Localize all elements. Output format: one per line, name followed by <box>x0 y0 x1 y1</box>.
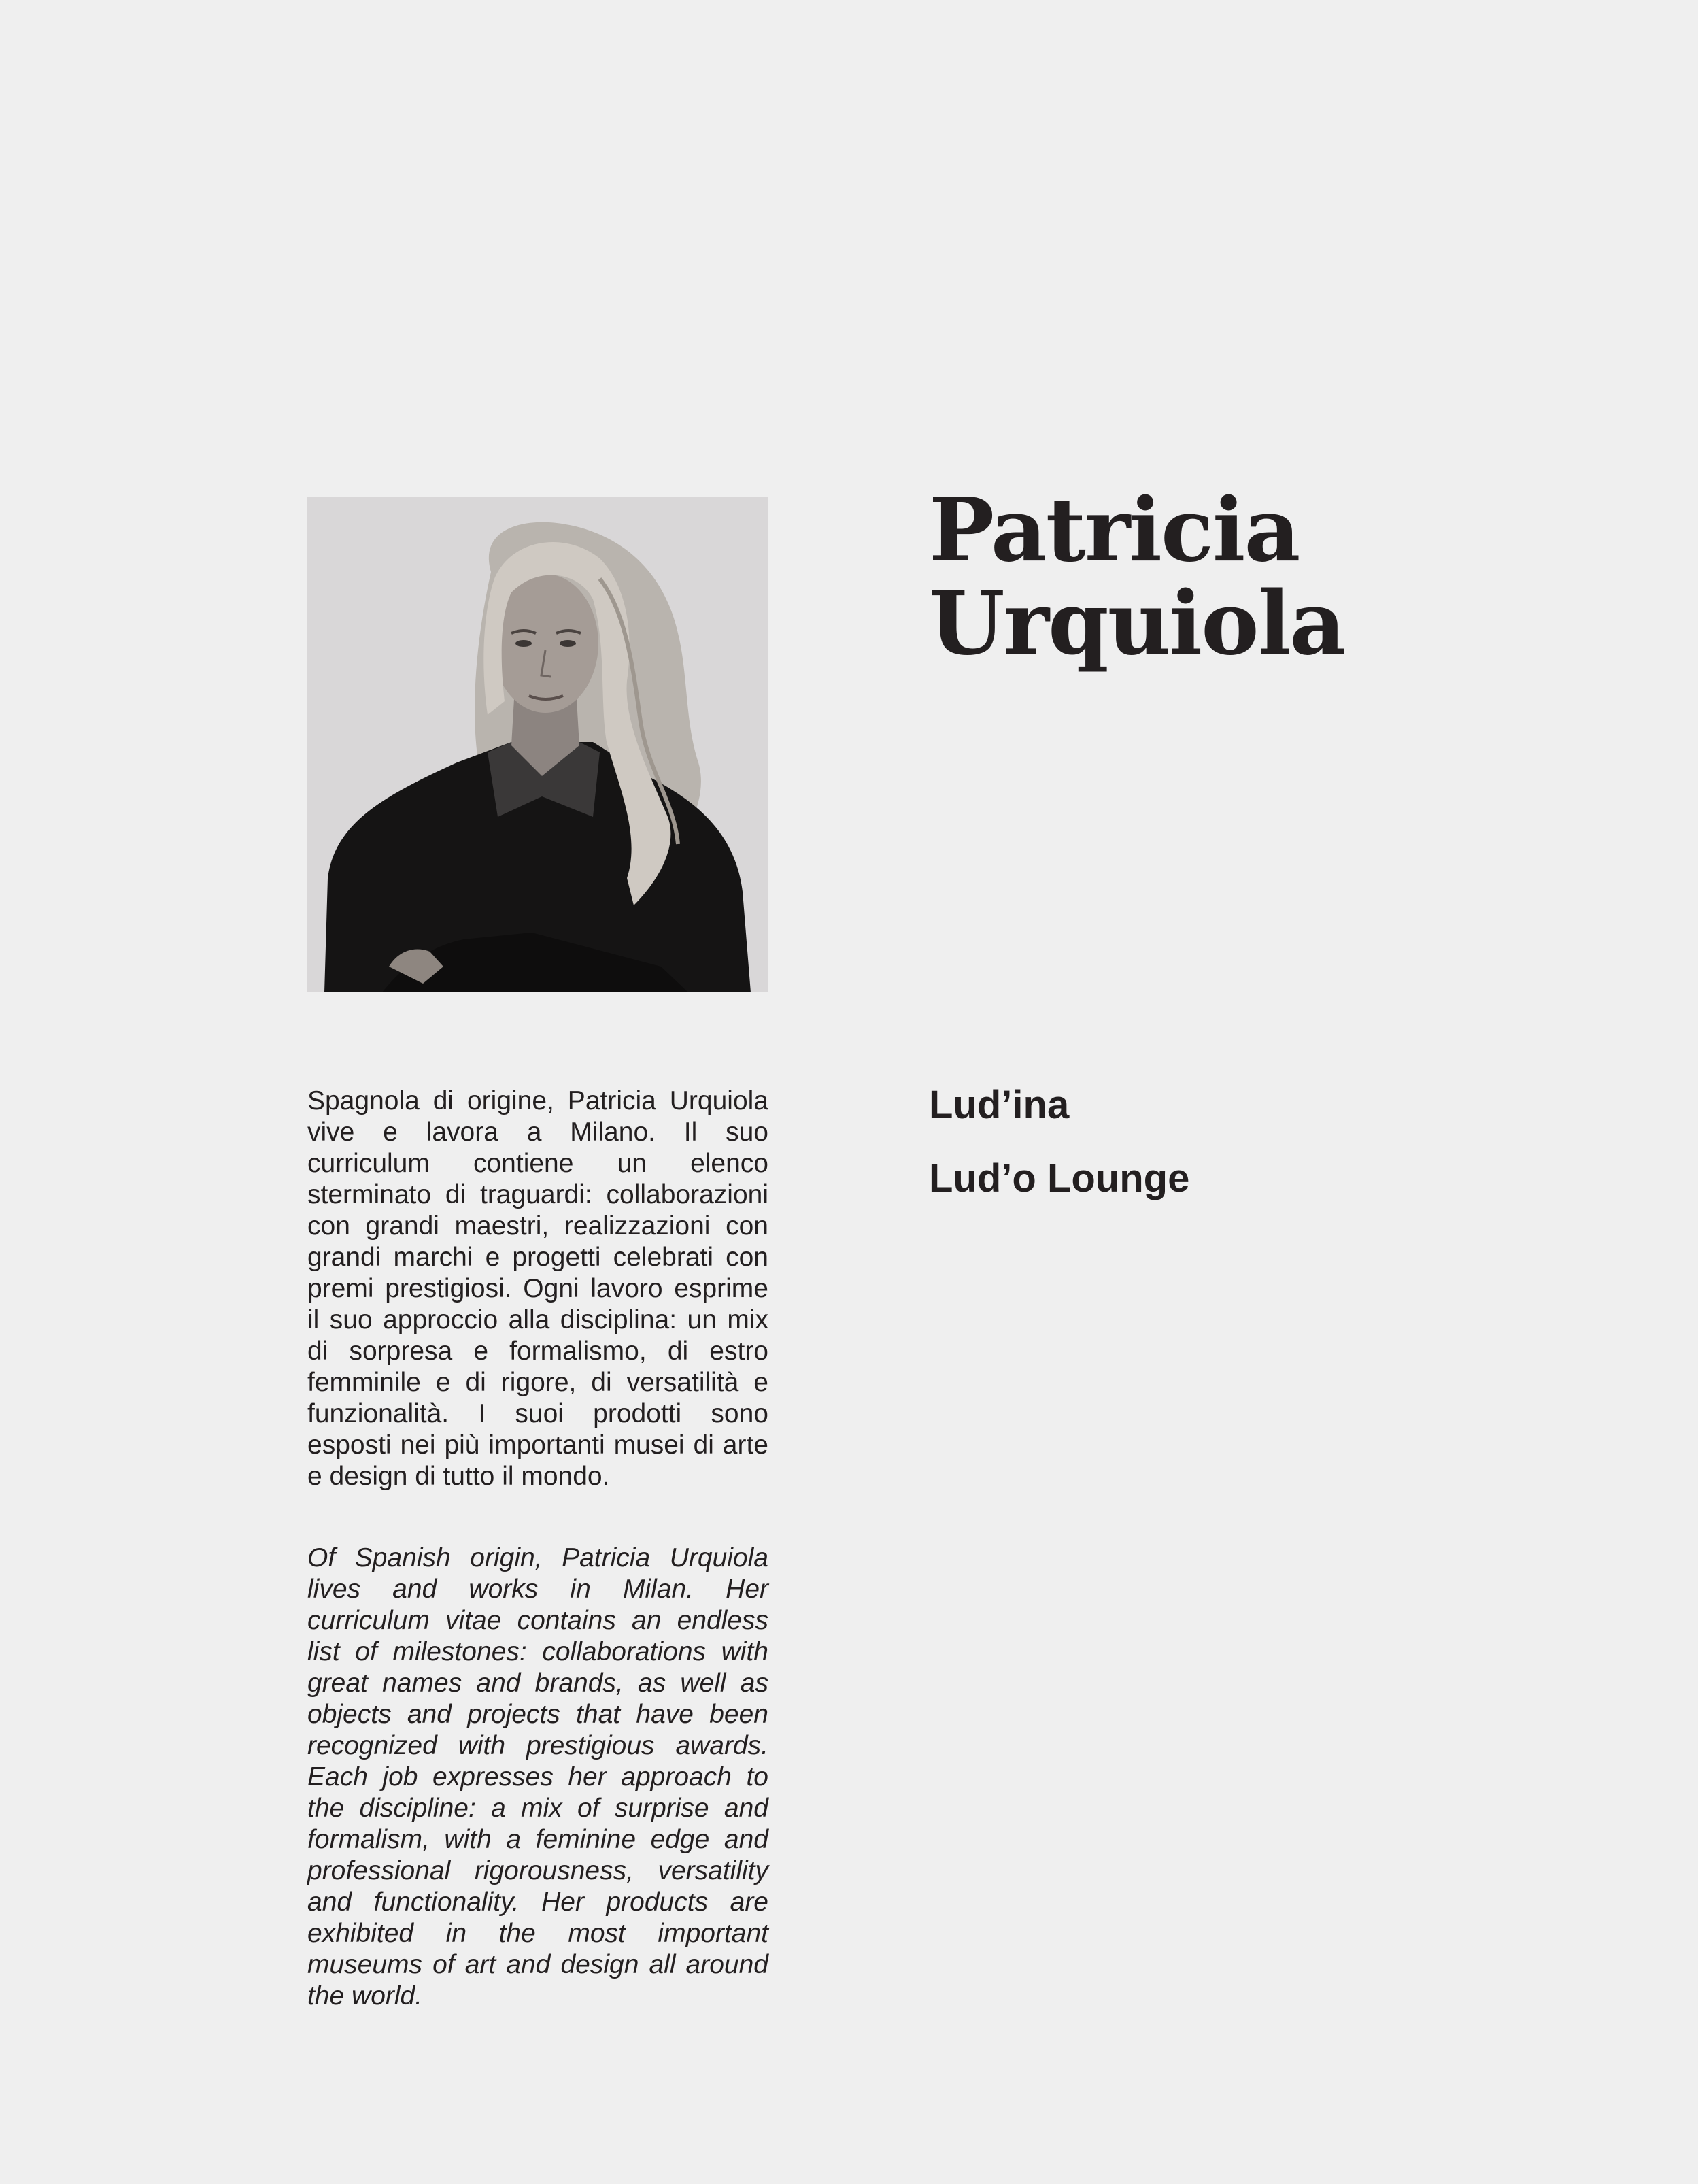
designer-name-last: Urquiola <box>929 573 1345 675</box>
product-list <box>929 1081 1189 1228</box>
bio-italian-paragraph: Spagnola di origine, Patricia Urquiola vive e lavora a Milano. Il suo curriculum contiene un elenco sterminato di traguardi: collaborazioni con grandi maestri, realizzazioni con grandi marchi e progetti celebrati con premi prestigiosi. Ogni lavoro esprime il suo approccio alla disciplina: un mix di sorpresa e formalismo, di estro femminile e di rigore, di versatilità e funzionalità. I suoi prodotti sono esposti nei più importanti musei di arte e design di tutto il mondo. <box>307 1086 768 1491</box>
product-item-ludo-lounge: Lud’o Lounge <box>929 1156 1190 1200</box>
product-item-ludina: Lud’ina <box>929 1083 1070 1127</box>
portrait-illustration <box>307 497 768 992</box>
designer-portrait-photo <box>307 497 768 992</box>
designer-name-first: Patricia <box>929 480 1300 582</box>
bio-english-paragraph: Of Spanish origin, Patricia Urquiola lives and works in Milan. Her curriculum vitae contains an endless list of milestones: collaborations with great names and brands, as well as objects and projects that have been recognized with prestigious awards. Each job expresses her approach to the discipline: a mix of surprise and formalism, with a feminine edge and professional rigorousness, versatility and functionality. Her products are exhibited in the most important museums of art and design all around the world. <box>307 1543 768 2011</box>
designer-name-title <box>929 480 1541 675</box>
